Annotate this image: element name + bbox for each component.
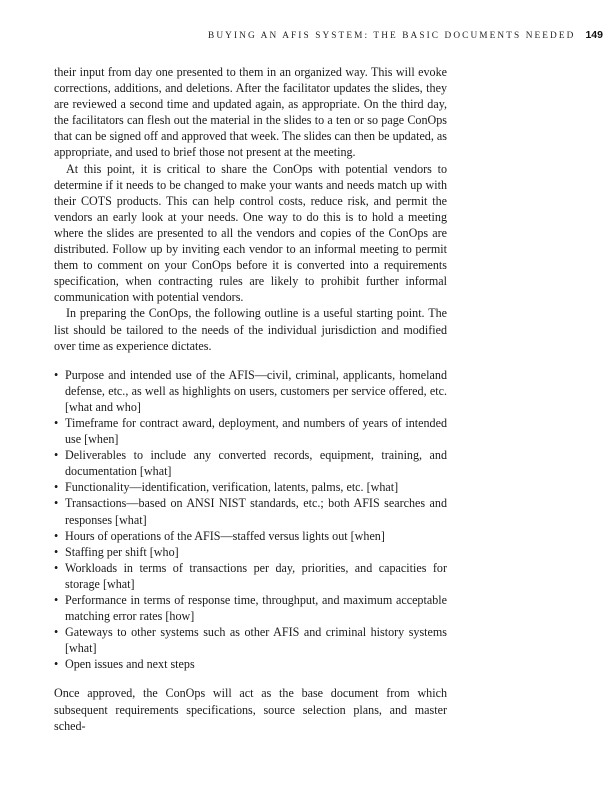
list-item xyxy=(54,367,447,415)
outline-list xyxy=(54,367,447,673)
paragraph-3: In preparing the ConOps, the following outline is a useful starting point. The list should be tailored to the needs of the individual jurisdiction and modified over time as experience dictates. xyxy=(54,306,447,353)
body-text xyxy=(54,64,447,734)
list-item-text: Purpose and intended use of the AFIS—civil, criminal, applicants, homeland defense, etc., as well as highlights on users, customers per service offered, etc. [what and who] xyxy=(65,367,447,414)
list-item-text: Functionality—identification, verification, latents, palms, etc. [what] xyxy=(65,480,399,495)
list-item xyxy=(54,479,447,495)
running-title: BUYING AN AFIS SYSTEM: THE BASIC DOCUMENTS NEEDED xyxy=(208,31,576,41)
bullet-icon: • xyxy=(54,657,59,672)
list-item xyxy=(54,544,447,560)
page-number: 149 xyxy=(585,29,603,41)
list-item-text: Performance in terms of response time, throughput, and maximum acceptable matching error rates [how] xyxy=(65,593,447,624)
list-item-text: Hours of operations of the AFIS—staffed versus lights out [when] xyxy=(65,528,385,543)
bullet-icon: • xyxy=(54,367,59,382)
list-item-text: Open issues and next steps xyxy=(65,657,195,672)
list-item xyxy=(54,624,447,656)
list-item xyxy=(54,495,447,527)
list-item-text: Gateways to other systems such as other AFIS and criminal history systems [what] xyxy=(65,625,447,656)
list-item-text: Deliverables to include any converted records, equipment, training, and documentation [what] xyxy=(65,448,447,479)
bullet-icon: • xyxy=(54,496,59,511)
bullet-icon: • xyxy=(54,415,59,430)
list-item xyxy=(54,560,447,592)
list-item xyxy=(54,447,447,479)
list-item xyxy=(54,415,447,447)
bullet-icon: • xyxy=(54,560,59,575)
list-item-text: Workloads in terms of transactions per day, priorities, and capacities for storage [what] xyxy=(65,560,447,591)
list-item-text: Transactions—based on ANSI NIST standards, etc.; both AFIS searches and responses [what] xyxy=(65,496,447,527)
bullet-icon: • xyxy=(54,593,59,607)
list-item xyxy=(54,592,447,624)
closing-paragraph: Once approved, the ConOps will act as the base document from which subsequent requirements specifications, source selection plans, and master sched- xyxy=(54,686,447,733)
list-item xyxy=(54,656,447,672)
running-head xyxy=(208,29,603,41)
list-item-text: Staffing per shift [who] xyxy=(65,544,179,559)
bullet-icon: • xyxy=(54,480,59,495)
bullet-icon: • xyxy=(54,528,59,543)
list-item-text: Timeframe for contract award, deployment, and numbers of years of intended use [when] xyxy=(65,415,447,447)
paragraph-2: At this point, it is critical to share the ConOps with potential vendors to determine if it needs to be changed to make your wants and needs match up with their COTS products. This can help control costs, reduce risk, and permit the vendors an early look at your needs. One way to do this is to hold a meeting where the slides are presented to all the vendors and copies of the ConOps are distributed. Follow up by inviting each vendor to an informal meeting to permit them to comment on your ConOps before it is converted into a requirements specification, when contracting rules are likely to prohibit further informal communication with potential vendors. xyxy=(54,161,447,305)
list-item xyxy=(54,528,447,544)
paragraph-1: their input from day one presented to them in an organized way. This will evoke corrections, additions, and deletions. After the facilitator updates the slides, they are reviewed a second time and updated again, as appropriate. On the third day, the facilitators can flesh out the material in the slides to a ten or so page ConOps that can be signed off and approved that week. The slides can then be updated, as appropriate, and used to brief those not present at the meeting. xyxy=(54,65,447,160)
bullet-icon: • xyxy=(54,448,59,463)
bullet-icon: • xyxy=(54,544,59,559)
bullet-icon: • xyxy=(54,625,59,640)
